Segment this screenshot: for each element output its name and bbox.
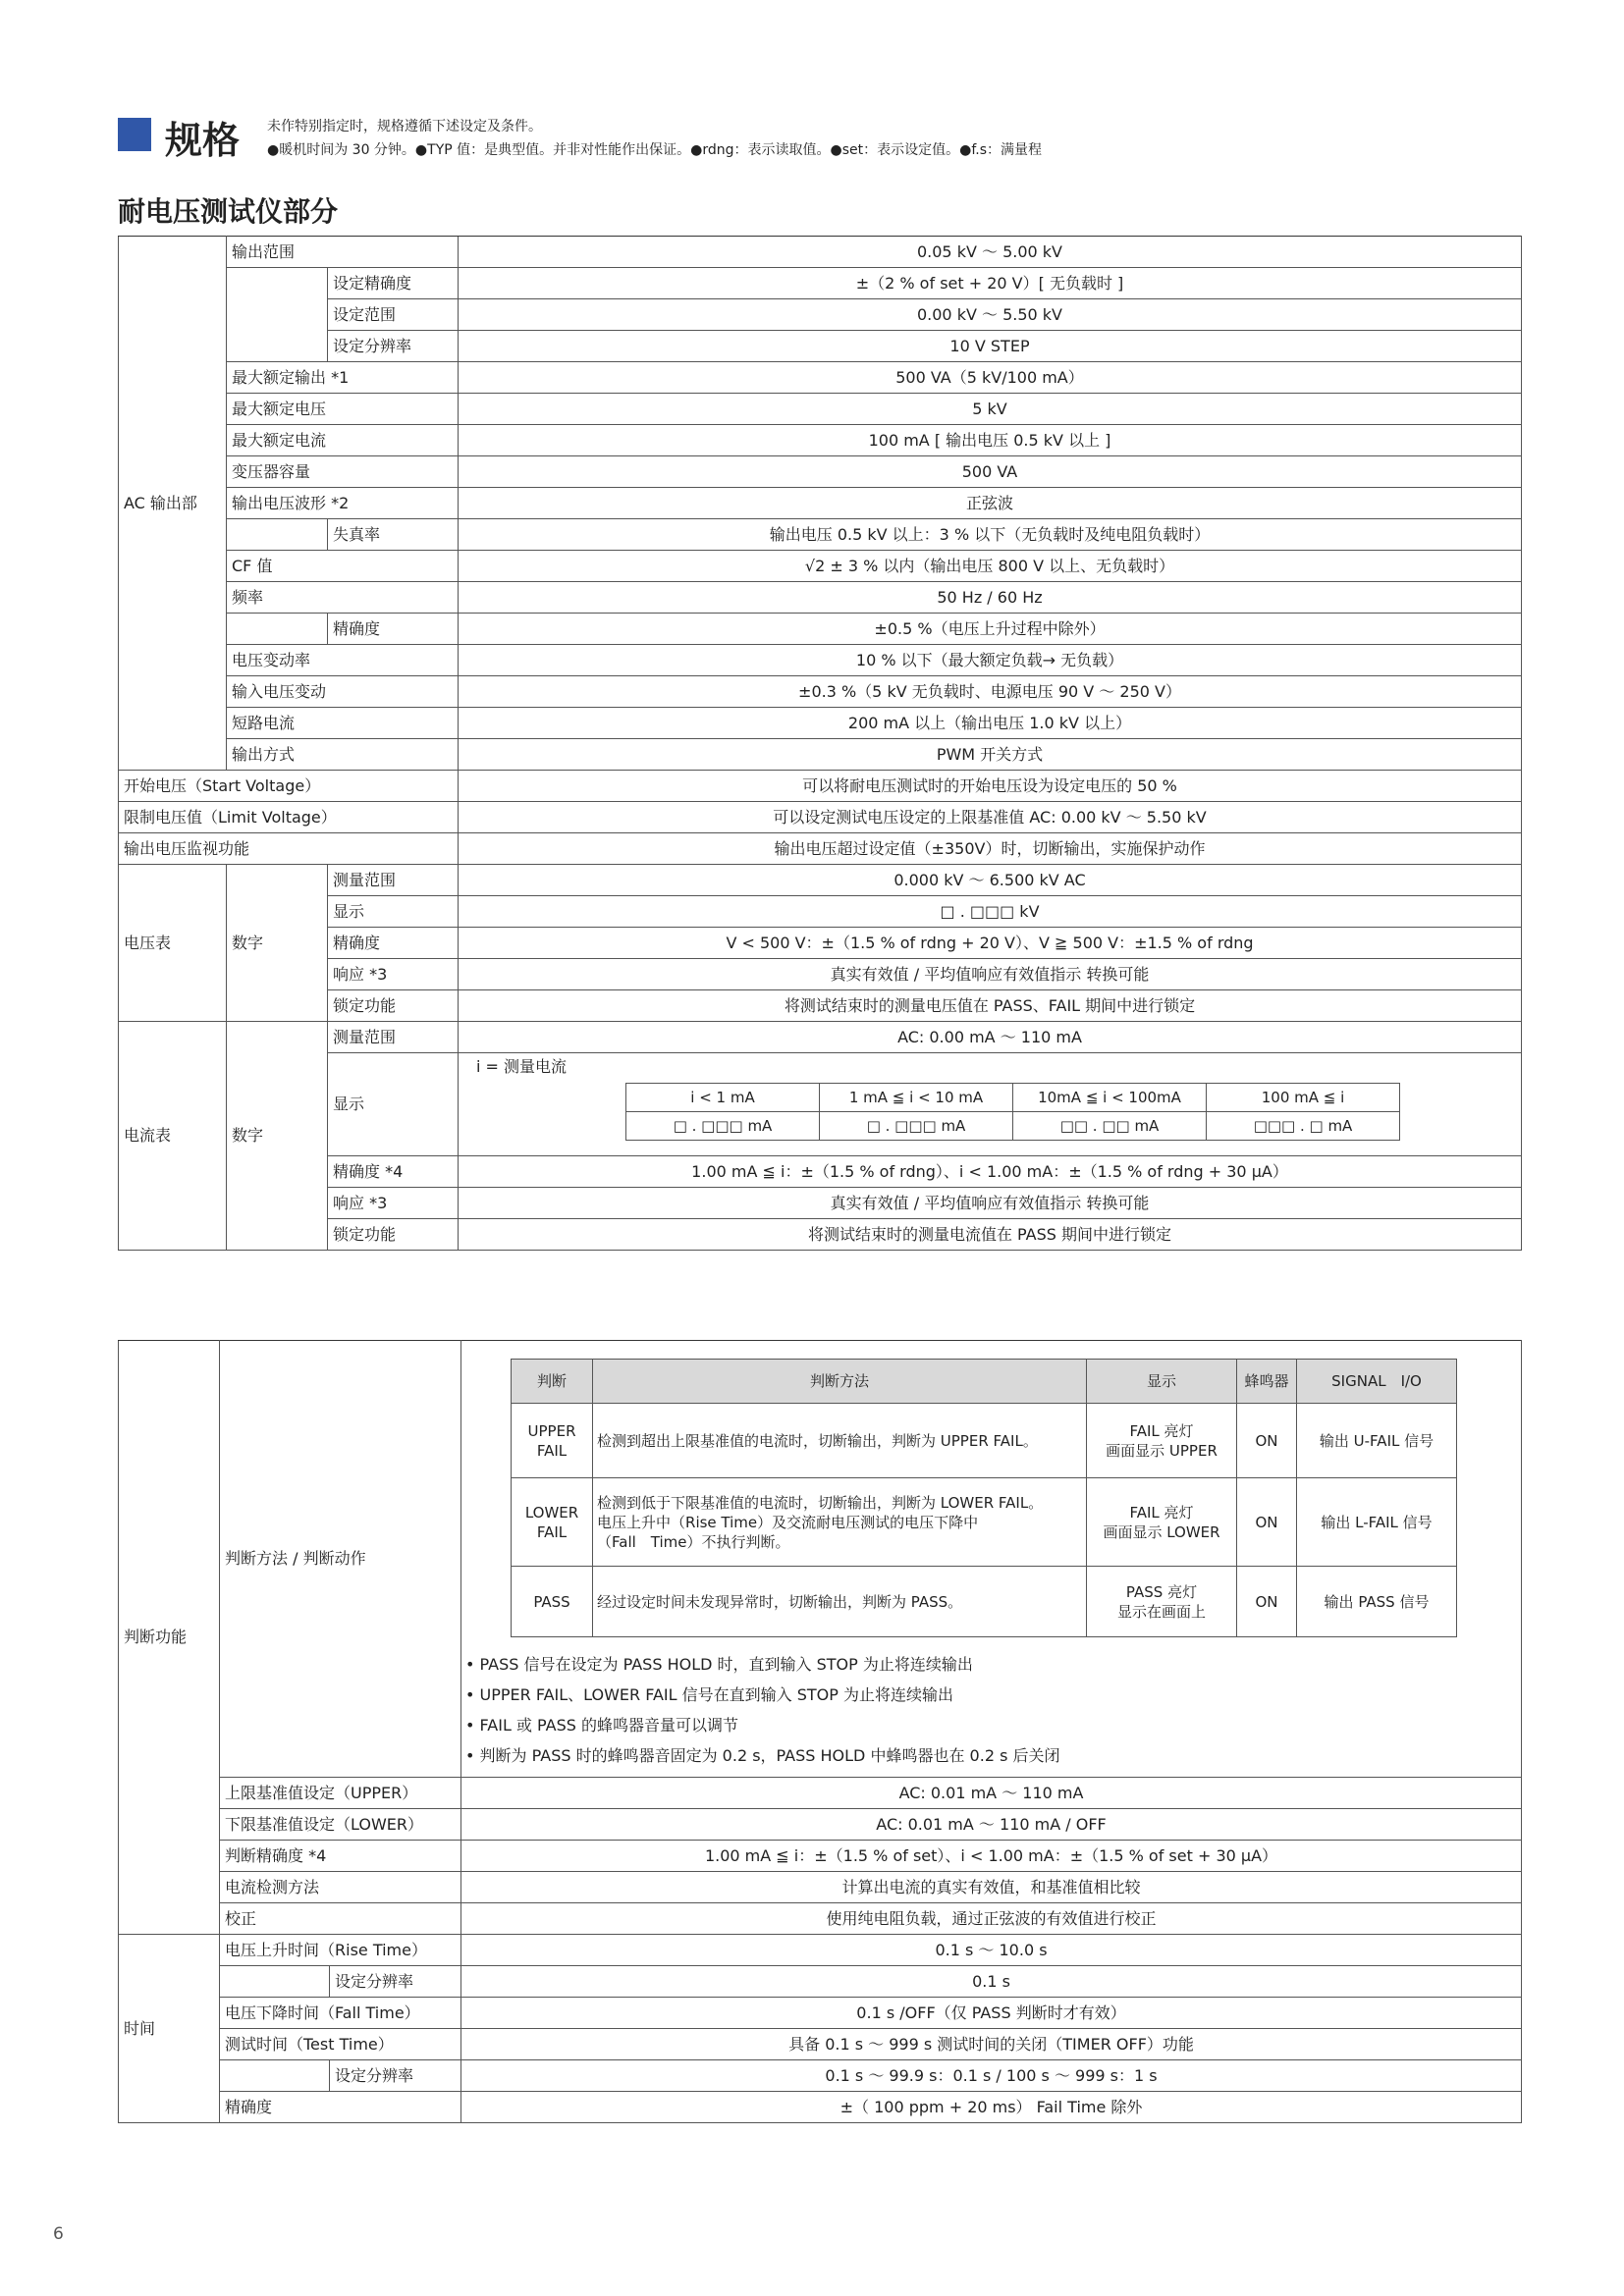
value-max-rated-current: 100 mA [ 输出电压 0.5 kV 以上 ] <box>459 425 1522 456</box>
value-v-range: 0.000 kV 〜 6.500 kV AC <box>459 865 1522 896</box>
group-ammeter: 电流表 <box>119 1022 227 1251</box>
label-v-range: 测量范围 <box>328 865 459 896</box>
judgment-notes <box>461 1649 1521 1771</box>
value-rise: 0.1 s 〜 10.0 s <box>461 1935 1522 1966</box>
judge-signal: 输出 U-FAIL 信号 <box>1297 1404 1457 1478</box>
group-time: 时间 <box>119 1935 220 2123</box>
value-test: 具备 0.1 s 〜 999 s 测试时间的关闭（TIMER OFF）功能 <box>461 2029 1522 2060</box>
label-waveform: 输出电压波形 *2 <box>227 488 459 519</box>
value-rise-res: 0.1 s <box>461 1966 1522 1998</box>
page-number: 6 <box>53 2224 64 2244</box>
value-judge-accuracy: 1.00 mA ≦ i：±（1.5 % of set）、i < 1.00 mA：±（1.5 % of set + 30 μA） <box>461 1841 1522 1872</box>
judgment-detail <box>461 1341 1522 1778</box>
value-lower: AC: 0.01 mA 〜 110 mA / OFF <box>461 1809 1522 1841</box>
value-distortion: 输出电压 0.5 kV 以上：3 % 以下（无负载时及纯电阻负载时） <box>459 519 1522 551</box>
header-note-definitions: ●暖机时间为 30 分钟。●TYP 值：是典型值。并非对性能作出保证。●rdng：表示读取值。●set：表示设定值。●f.s：满量程 <box>267 142 1042 158</box>
voltmeter-type: 数字 <box>227 865 328 1022</box>
label-set-range: 设定范围 <box>328 299 459 331</box>
label-test: 测试时间（Test Time） <box>220 2029 461 2060</box>
header-note-conditions: 未作特别指定时，规格遵循下述设定及条件。 <box>267 119 542 134</box>
range-format: □ . □□□ mA <box>820 1112 1013 1141</box>
value-output-range: 0.05 kV 〜 5.00 kV <box>459 237 1522 268</box>
value-waveform: 正弦波 <box>459 488 1522 519</box>
value-a-response: 真实有效值 / 平均值响应有效值指示 转换可能 <box>459 1188 1522 1219</box>
judge-method: 检测到超出上限基准值的电流时，切断输出，判断为 UPPER FAIL。 <box>593 1404 1087 1478</box>
judge-buzzer: ON <box>1237 1404 1297 1478</box>
judge-signal: 输出 PASS 信号 <box>1297 1567 1457 1637</box>
label-distortion: 失真率 <box>328 519 459 551</box>
value-short-current: 200 mA 以上（输出电压 1.0 kV 以上） <box>459 708 1522 739</box>
value-detect: 计算出电流的真实有效值，和基准值相比较 <box>461 1872 1522 1903</box>
label-max-rated-output: 最大额定输出 *1 <box>227 362 459 394</box>
label-a-display: 显示 <box>328 1053 459 1156</box>
ammeter-type: 数字 <box>227 1022 328 1251</box>
label-a-accuracy: 精确度 *4 <box>328 1156 459 1188</box>
value-set-accuracy: ±（2 % of set + 20 V）[ 无负载时 ] <box>459 268 1522 299</box>
label-transformer: 变压器容量 <box>227 456 459 488</box>
value-time-accuracy: ±（ 100 ppm + 20 ms） Fail Time 除外 <box>461 2092 1522 2123</box>
value-v-hold: 将测试结束时的测量电压值在 PASS、FAIL 期间中进行锁定 <box>459 990 1522 1022</box>
range-format: □□□ . □ mA <box>1207 1112 1400 1141</box>
value-monitor: 输出电压超过设定值（±350V）时，切断输出，实施保护动作 <box>459 833 1522 865</box>
page-title: 规格 <box>165 119 241 162</box>
value-v-accuracy: V < 500 V：±（1.5 % of rdng + 20 V）、V ≧ 500 V：±1.5 % of rdng <box>459 928 1522 959</box>
value-transformer: 500 VA <box>459 456 1522 488</box>
label-time-accuracy: 精确度 <box>220 2092 461 2123</box>
judgment-table <box>511 1359 1457 1637</box>
note-item: • UPPER FAIL、LOWER FAIL 信号在直到输入 STOP 为止将连续输出 <box>465 1685 953 1704</box>
label-test-res: 设定分辨率 <box>330 2060 461 2092</box>
label-start-voltage: 开始电压（Start Voltage） <box>119 771 459 802</box>
range-header: 10mA ≦ i < 100mA <box>1013 1084 1207 1112</box>
value-output-method: PWM 开关方式 <box>459 739 1522 771</box>
value-v-response: 真实有效值 / 平均值响应有效值指示 转换可能 <box>459 959 1522 990</box>
label-freq-accuracy: 精确度 <box>328 614 459 645</box>
label-calibration: 校正 <box>220 1903 461 1935</box>
group-voltmeter: 电压表 <box>119 865 227 1022</box>
label-a-hold: 锁定功能 <box>328 1219 459 1251</box>
label-detect: 电流检测方法 <box>220 1872 461 1903</box>
range-header: 100 mA ≦ i <box>1207 1084 1400 1112</box>
label-v-display: 显示 <box>328 896 459 928</box>
label-judgment-method: 判断方法 / 判断动作 <box>220 1341 461 1778</box>
label-rise-res: 设定分辨率 <box>330 1966 461 1998</box>
group-judgment: 判断功能 <box>119 1341 220 1935</box>
judge-display: PASS 亮灯 显示在画面上 <box>1087 1567 1237 1637</box>
value-start-voltage: 可以将耐电压测试时的开始电压设为设定电压的 50 % <box>459 771 1522 802</box>
judge-header: 显示 <box>1087 1360 1237 1404</box>
judge-buzzer: ON <box>1237 1478 1297 1567</box>
value-fall: 0.1 s /OFF（仅 PASS 判断时才有效） <box>461 1998 1522 2029</box>
judge-display: FAIL 亮灯 画面显示 UPPER <box>1087 1404 1237 1478</box>
value-calibration: 使用纯电阻负载，通过正弦波的有效值进行校正 <box>461 1903 1522 1935</box>
judge-display: FAIL 亮灯 画面显示 LOWER <box>1087 1478 1237 1567</box>
label-limit-voltage: 限制电压值（Limit Voltage） <box>119 802 459 833</box>
value-test-res: 0.1 s 〜 99.9 s：0.1 s / 100 s 〜 999 s：1 s <box>461 2060 1522 2092</box>
label-cf: CF 值 <box>227 551 459 582</box>
section-title: 耐电压测试仪部分 <box>118 195 339 228</box>
value-a-display <box>459 1053 1522 1156</box>
current-note: i = 测量电流 <box>476 1057 568 1076</box>
value-frequency: 50 Hz / 60 Hz <box>459 582 1522 614</box>
label-frequency: 频率 <box>227 582 459 614</box>
note-item: • PASS 信号在设定为 PASS HOLD 时，直到输入 STOP 为止将连续输出 <box>465 1655 973 1674</box>
label-set-accuracy: 设定精确度 <box>328 268 459 299</box>
label-a-response: 响应 *3 <box>328 1188 459 1219</box>
label-v-accuracy: 精确度 <box>328 928 459 959</box>
label-regulation: 电压变动率 <box>227 645 459 676</box>
judge-header: 蜂鸣器 <box>1237 1360 1297 1404</box>
label-a-range: 测量范围 <box>328 1022 459 1053</box>
judge-header: 判断 <box>512 1360 593 1404</box>
spacer-cell <box>227 268 328 362</box>
value-v-display: □ . □□□ kV <box>459 896 1522 928</box>
range-format: □ . □□□ mA <box>626 1112 820 1141</box>
value-input-variation: ±0.3 %（5 kV 无负载时、电源电压 90 V 〜 250 V） <box>459 676 1522 708</box>
label-upper: 上限基准值设定（UPPER） <box>220 1778 461 1809</box>
label-input-variation: 输入电压变动 <box>227 676 459 708</box>
value-a-hold: 将测试结束时的测量电流值在 PASS 期间中进行锁定 <box>459 1219 1522 1251</box>
value-max-rated-voltage: 5 kV <box>459 394 1522 425</box>
judge-buzzer: ON <box>1237 1567 1297 1637</box>
range-format: □□ . □□ mA <box>1013 1112 1207 1141</box>
label-output-method: 输出方式 <box>227 739 459 771</box>
label-output-range: 输出范围 <box>227 237 459 268</box>
value-max-rated-output: 500 VA（5 kV/100 mA） <box>459 362 1522 394</box>
spacer-cell <box>220 1966 330 1998</box>
judge-signal: 输出 L-FAIL 信号 <box>1297 1478 1457 1567</box>
spec-table-2 <box>118 1340 1522 2123</box>
value-regulation: 10 % 以下（最大额定负载→ 无负载） <box>459 645 1522 676</box>
group-ac-output: AC 输出部 <box>119 237 227 771</box>
value-freq-accuracy: ±0.5 %（电压上升过程中除外） <box>459 614 1522 645</box>
label-v-hold: 锁定功能 <box>328 990 459 1022</box>
label-max-rated-current: 最大额定电流 <box>227 425 459 456</box>
spacer-cell <box>227 519 328 551</box>
label-monitor: 输出电压监视功能 <box>119 833 459 865</box>
value-set-range: 0.00 kV 〜 5.50 kV <box>459 299 1522 331</box>
value-cf: √2 ± 3 % 以内（输出电压 800 V 以上、无负载时） <box>459 551 1522 582</box>
value-limit-voltage: 可以设定测试电压设定的上限基准值 AC: 0.00 kV 〜 5.50 kV <box>459 802 1522 833</box>
judge-type: PASS <box>512 1567 593 1637</box>
note-item: • 判断为 PASS 时的蜂鸣器音固定为 0.2 s，PASS HOLD 中蜂鸣器也在 0.2 s 后关闭 <box>465 1746 1060 1765</box>
range-header: 1 mA ≦ i < 10 mA <box>820 1084 1013 1112</box>
spacer-cell <box>220 2060 330 2092</box>
judge-method: 检测到低于下限基准值的电流时，切断输出，判断为 LOWER FAIL。 电压上升中（Rise Time）及交流耐电压测试的电压下降中 （Fall Time）不执行判断。 <box>593 1478 1087 1567</box>
judge-header: SIGNAL I/O <box>1297 1360 1457 1404</box>
value-a-range: AC: 0.00 mA 〜 110 mA <box>459 1022 1522 1053</box>
value-set-resolution: 10 V STEP <box>459 331 1522 362</box>
judge-type: UPPER FAIL <box>512 1404 593 1478</box>
judge-type: LOWER FAIL <box>512 1478 593 1567</box>
label-set-resolution: 设定分辨率 <box>328 331 459 362</box>
label-short-current: 短路电流 <box>227 708 459 739</box>
current-display-table <box>625 1083 1400 1141</box>
label-rise: 电压上升时间（Rise Time） <box>220 1935 461 1966</box>
spec-table-1 <box>118 236 1522 1251</box>
label-lower: 下限基准值设定（LOWER） <box>220 1809 461 1841</box>
note-item: • FAIL 或 PASS 的蜂鸣器音量可以调节 <box>465 1716 738 1735</box>
label-judge-accuracy: 判断精确度 *4 <box>220 1841 461 1872</box>
value-upper: AC: 0.01 mA 〜 110 mA <box>461 1778 1522 1809</box>
section-marker-icon <box>118 118 151 151</box>
value-a-accuracy: 1.00 mA ≦ i：±（1.5 % of rdng）、i < 1.00 mA：±（1.5 % of rdng + 30 μA） <box>459 1156 1522 1188</box>
label-max-rated-voltage: 最大额定电压 <box>227 394 459 425</box>
judge-method: 经过设定时间未发现异常时，切断输出，判断为 PASS。 <box>593 1567 1087 1637</box>
judge-header: 判断方法 <box>593 1360 1087 1404</box>
label-v-response: 响应 *3 <box>328 959 459 990</box>
spacer-cell <box>227 614 328 645</box>
label-fall: 电压下降时间（Fall Time） <box>220 1998 461 2029</box>
range-header: i < 1 mA <box>626 1084 820 1112</box>
